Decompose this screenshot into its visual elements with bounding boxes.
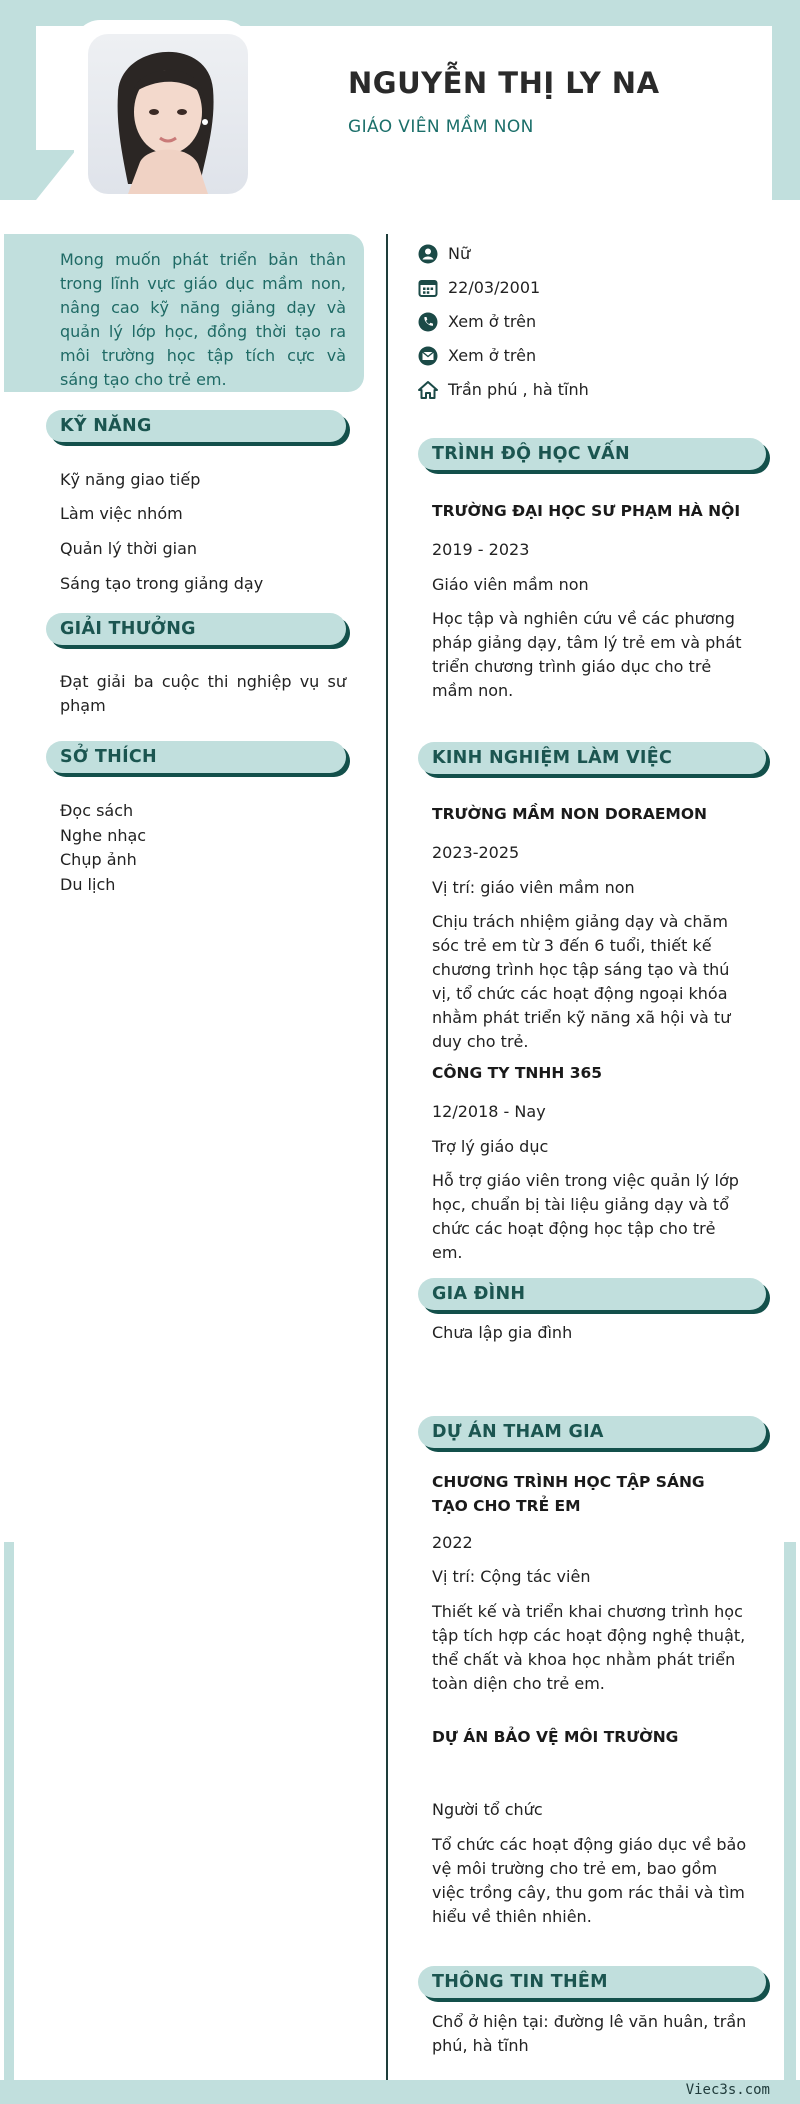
footer-band-left <box>4 1542 14 2104</box>
person-icon <box>418 244 438 264</box>
watermark: Viec3s.com <box>685 2082 770 2098</box>
awards-heading <box>46 613 346 645</box>
header-band-left <box>0 0 36 200</box>
career-objective: Mong muốn phát triển bản thân trong lĩnh vực giáo dục mầm non, nâng cao kỹ năng giảng dạy và quản lý lớp học, đồng thời tạo ra môi trường học tập tích cực và sáng tạo cho trẻ em. <box>60 250 346 389</box>
extra-info-text: Chổ ở hiện tại: đường lê văn huân, trần phú, hà tĩnh <box>432 2012 747 2055</box>
hobby-item: Chụp ảnh <box>60 850 137 869</box>
job-title: GIÁO VIÊN MẦM NON <box>348 117 534 137</box>
contact-list <box>418 242 758 412</box>
phone-icon <box>418 312 438 332</box>
education-heading <box>418 438 766 470</box>
project-description: Tổ chức các hoạt động giáo dục về bảo vệ môi trường cho trẻ em, bao gồm việc trồng cây, thu gom rác thải và tìm hiểu về thiên nhiên. <box>432 1835 747 1926</box>
column-divider <box>386 234 388 2080</box>
job-company: CÔNG TY TNHH 365 <box>432 1064 603 1082</box>
job-description: Chịu trách nhiệm giảng dạy và chăm sóc trẻ em từ 3 đến 6 tuổi, thiết kế chương trình học tập sáng tạo và thú vị, tổ chức các hoạt động ngoại khóa nhằm phát triển kỹ năng xã hội và tư duy cho trẻ. <box>432 912 731 1051</box>
awards-title: GIẢI THƯỞNG <box>60 619 196 639</box>
hobbies-title: SỞ THÍCH <box>60 747 157 767</box>
job-period: 2023-2025 <box>432 843 520 862</box>
education-major: Giáo viên mầm non <box>432 575 589 594</box>
family-heading <box>418 1278 766 1310</box>
job-company: TRƯỜNG MẦM NON DORAEMON <box>432 805 707 823</box>
contact-dob <box>418 276 758 300</box>
avatar <box>88 34 248 194</box>
job-description: Hỗ trợ giáo viên trong việc quản lý lớp học, chuẩn bị tài liệu giảng dạy và tổ chức các hoạt động học tập cho trẻ em. <box>432 1171 739 1262</box>
experience-heading <box>418 742 766 774</box>
contact-phone <box>418 310 758 334</box>
project-name: DỰ ÁN BẢO VỆ MÔI TRƯỜNG <box>432 1728 679 1746</box>
header-band-right <box>772 0 800 200</box>
gender-text: Nữ <box>448 244 471 263</box>
hobby-item: Du lịch <box>60 875 116 894</box>
projects-title: DỰ ÁN THAM GIA <box>432 1422 604 1442</box>
education-period: 2019 - 2023 <box>432 540 530 559</box>
project-description: Thiết kế và triển khai chương trình học tập tích hợp các hoạt động nghệ thuật, thể chất và khoa học nhằm phát triển toàn diện cho trẻ em. <box>432 1602 746 1693</box>
skills-heading <box>46 410 346 442</box>
hobbies-heading <box>46 741 346 773</box>
family-text: Chưa lập gia đình <box>432 1323 573 1342</box>
project-year: 2022 <box>432 1533 473 1552</box>
extra-info-heading <box>418 1966 766 1998</box>
dob-text: 22/03/2001 <box>448 278 541 297</box>
award-text: Đạt giải ba cuộc thi nghiệp vụ sư phạm <box>60 672 346 715</box>
calendar-icon <box>418 278 438 298</box>
experience-title: KINH NGHIỆM LÀM VIỆC <box>432 748 673 768</box>
email-icon <box>418 346 438 366</box>
job-position: Trợ lý giáo dục <box>432 1137 549 1156</box>
project-role: Người tổ chức <box>432 1800 543 1819</box>
hobby-item: Đọc sách <box>60 801 134 820</box>
skills-title: KỸ NĂNG <box>60 416 152 436</box>
skill-item: Quản lý thời gian <box>60 539 198 558</box>
project-name: CHƯƠNG TRÌNH HỌC TẬP SÁNG TẠO CHO TRẺ EM <box>432 1473 705 1515</box>
education-title: TRÌNH ĐỘ HỌC VẤN <box>432 444 630 464</box>
skill-item: Kỹ năng giao tiếp <box>60 470 201 489</box>
family-title: GIA ĐÌNH <box>432 1284 526 1304</box>
education-description: Học tập và nghiên cứu về các phương pháp giảng dạy, tâm lý trẻ em và phát triển chương trình giáo dục cho trẻ mầm non. <box>432 609 742 700</box>
skill-item: Sáng tạo trong giảng dạy <box>60 574 264 593</box>
footer-band-right <box>784 1542 796 2104</box>
education-school: TRƯỜNG ĐẠI HỌC SƯ PHẠM HÀ NỘI <box>432 502 741 520</box>
extra-info-title: THÔNG TIN THÊM <box>432 1972 608 1992</box>
address-text: Trần phú , hà tĩnh <box>448 380 589 399</box>
job-position: Vị trí: giáo viên mầm non <box>432 878 635 897</box>
job-period: 12/2018 - Nay <box>432 1102 546 1121</box>
projects-heading <box>418 1416 766 1448</box>
hobby-item: Nghe nhạc <box>60 826 147 845</box>
candidate-name: NGUYỄN THỊ LY NA <box>348 66 660 100</box>
project-role: Vị trí: Cộng tác viên <box>432 1567 591 1586</box>
footer-band-bottom <box>0 2080 800 2104</box>
contact-email <box>418 344 758 368</box>
email-text: Xem ở trên <box>448 346 537 365</box>
contact-address <box>418 378 758 402</box>
header-corner-triangle <box>36 150 76 200</box>
home-icon <box>418 380 438 400</box>
skill-item: Làm việc nhóm <box>60 504 183 523</box>
phone-text: Xem ở trên <box>448 312 537 331</box>
contact-gender <box>418 242 758 266</box>
